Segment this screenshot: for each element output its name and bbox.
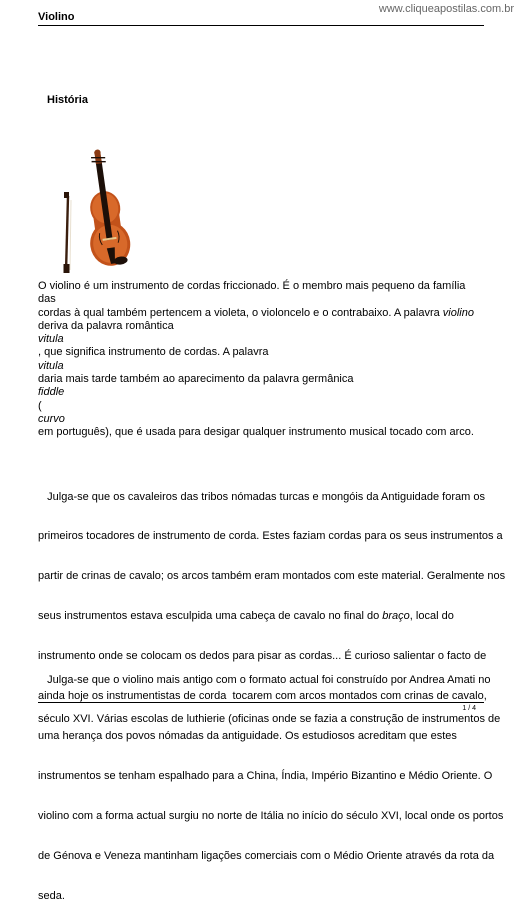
text-line: Julga-se que os cavaleiros das tribos nómadas turcas e mongóis da Antiguidade foram os bbox=[38, 490, 485, 503]
text-line: O violino é um instrumento de cordas friccionado. É o membro mais pequeno da família das bbox=[38, 280, 466, 306]
text-line: partir de crinas de cavalo; os arcos também eram montados com este material. Geralmente nos bbox=[38, 570, 506, 583]
footer-divider bbox=[38, 702, 484, 703]
text-line: deriva da palavra romântica bbox=[38, 319, 174, 332]
text-line: uma herança dos povos nómadas da antiguidade. Os estudiosos acreditam que estes bbox=[38, 729, 457, 742]
text-line: seda. bbox=[38, 889, 65, 902]
paragraph-amati bbox=[38, 647, 501, 740]
italic-term: vitula bbox=[38, 333, 64, 346]
italic-term: fiddle bbox=[38, 386, 65, 399]
document-title: Violino bbox=[38, 11, 75, 23]
text-line: de Génova e Veneza mantinham ligações comerciais com o Médio Oriente através da rota da bbox=[38, 849, 495, 862]
text-line: , que significa instrumento de cordas. A palavra bbox=[38, 346, 269, 359]
italic-term: braço bbox=[382, 610, 410, 623]
text-line: cordas à qual também pertencem a violeta, o violoncelo e o contrabaixo. A palavra bbox=[38, 306, 443, 319]
text-line: em português), que é usada para desigar qualquer instrumento musical tocado com arco. bbox=[38, 426, 474, 439]
text-line: primeiros tocadores de instrumento de corda. Estes faziam cordas para os seus instrumentos a bbox=[38, 530, 503, 543]
section-title: História bbox=[47, 94, 88, 106]
text-line: ( bbox=[38, 399, 42, 412]
paragraph-intro bbox=[38, 280, 484, 440]
text-line: século XVI. Várias escolas de luthierie (oficinas onde se fazia a construção de instrumentos de bbox=[38, 713, 501, 726]
text-line: instrumento onde se colocam os dedos para pisar as cordas... É curioso salientar o facto de bbox=[38, 650, 487, 663]
page-number: 1 / 4 bbox=[462, 705, 476, 712]
site-url[interactable]: www.cliqueapostilas.com.br bbox=[378, 3, 514, 15]
italic-term: violino bbox=[442, 306, 474, 319]
text-line: ainda hoje os instrumentistas de corda tocarem com arcos montados com crinas de cavalo, bbox=[38, 690, 487, 703]
text-line: seus instrumentos estava esculpida uma cabeça de cavalo no final do bbox=[38, 610, 383, 623]
italic-term: curvo bbox=[38, 412, 65, 425]
text-line: daria mais tarde também ao aparecimento da palavra germânica bbox=[38, 373, 354, 386]
violin-image bbox=[60, 148, 142, 278]
text-line: violino com a forma actual surgiu no norte de Itália no início do século XVI, local onde os portos bbox=[38, 809, 504, 822]
text-line: instrumentos se tenham espalhado para a China, Índia, Império Bizantino e Médio Oriente. O bbox=[38, 769, 493, 782]
text-line: Julga-se que o violino mais antigo com o formato actual foi construído por Andrea Amati no bbox=[38, 673, 491, 686]
text-line: , local do bbox=[409, 610, 454, 623]
italic-term: vitula bbox=[38, 359, 64, 372]
header-divider bbox=[38, 25, 484, 26]
